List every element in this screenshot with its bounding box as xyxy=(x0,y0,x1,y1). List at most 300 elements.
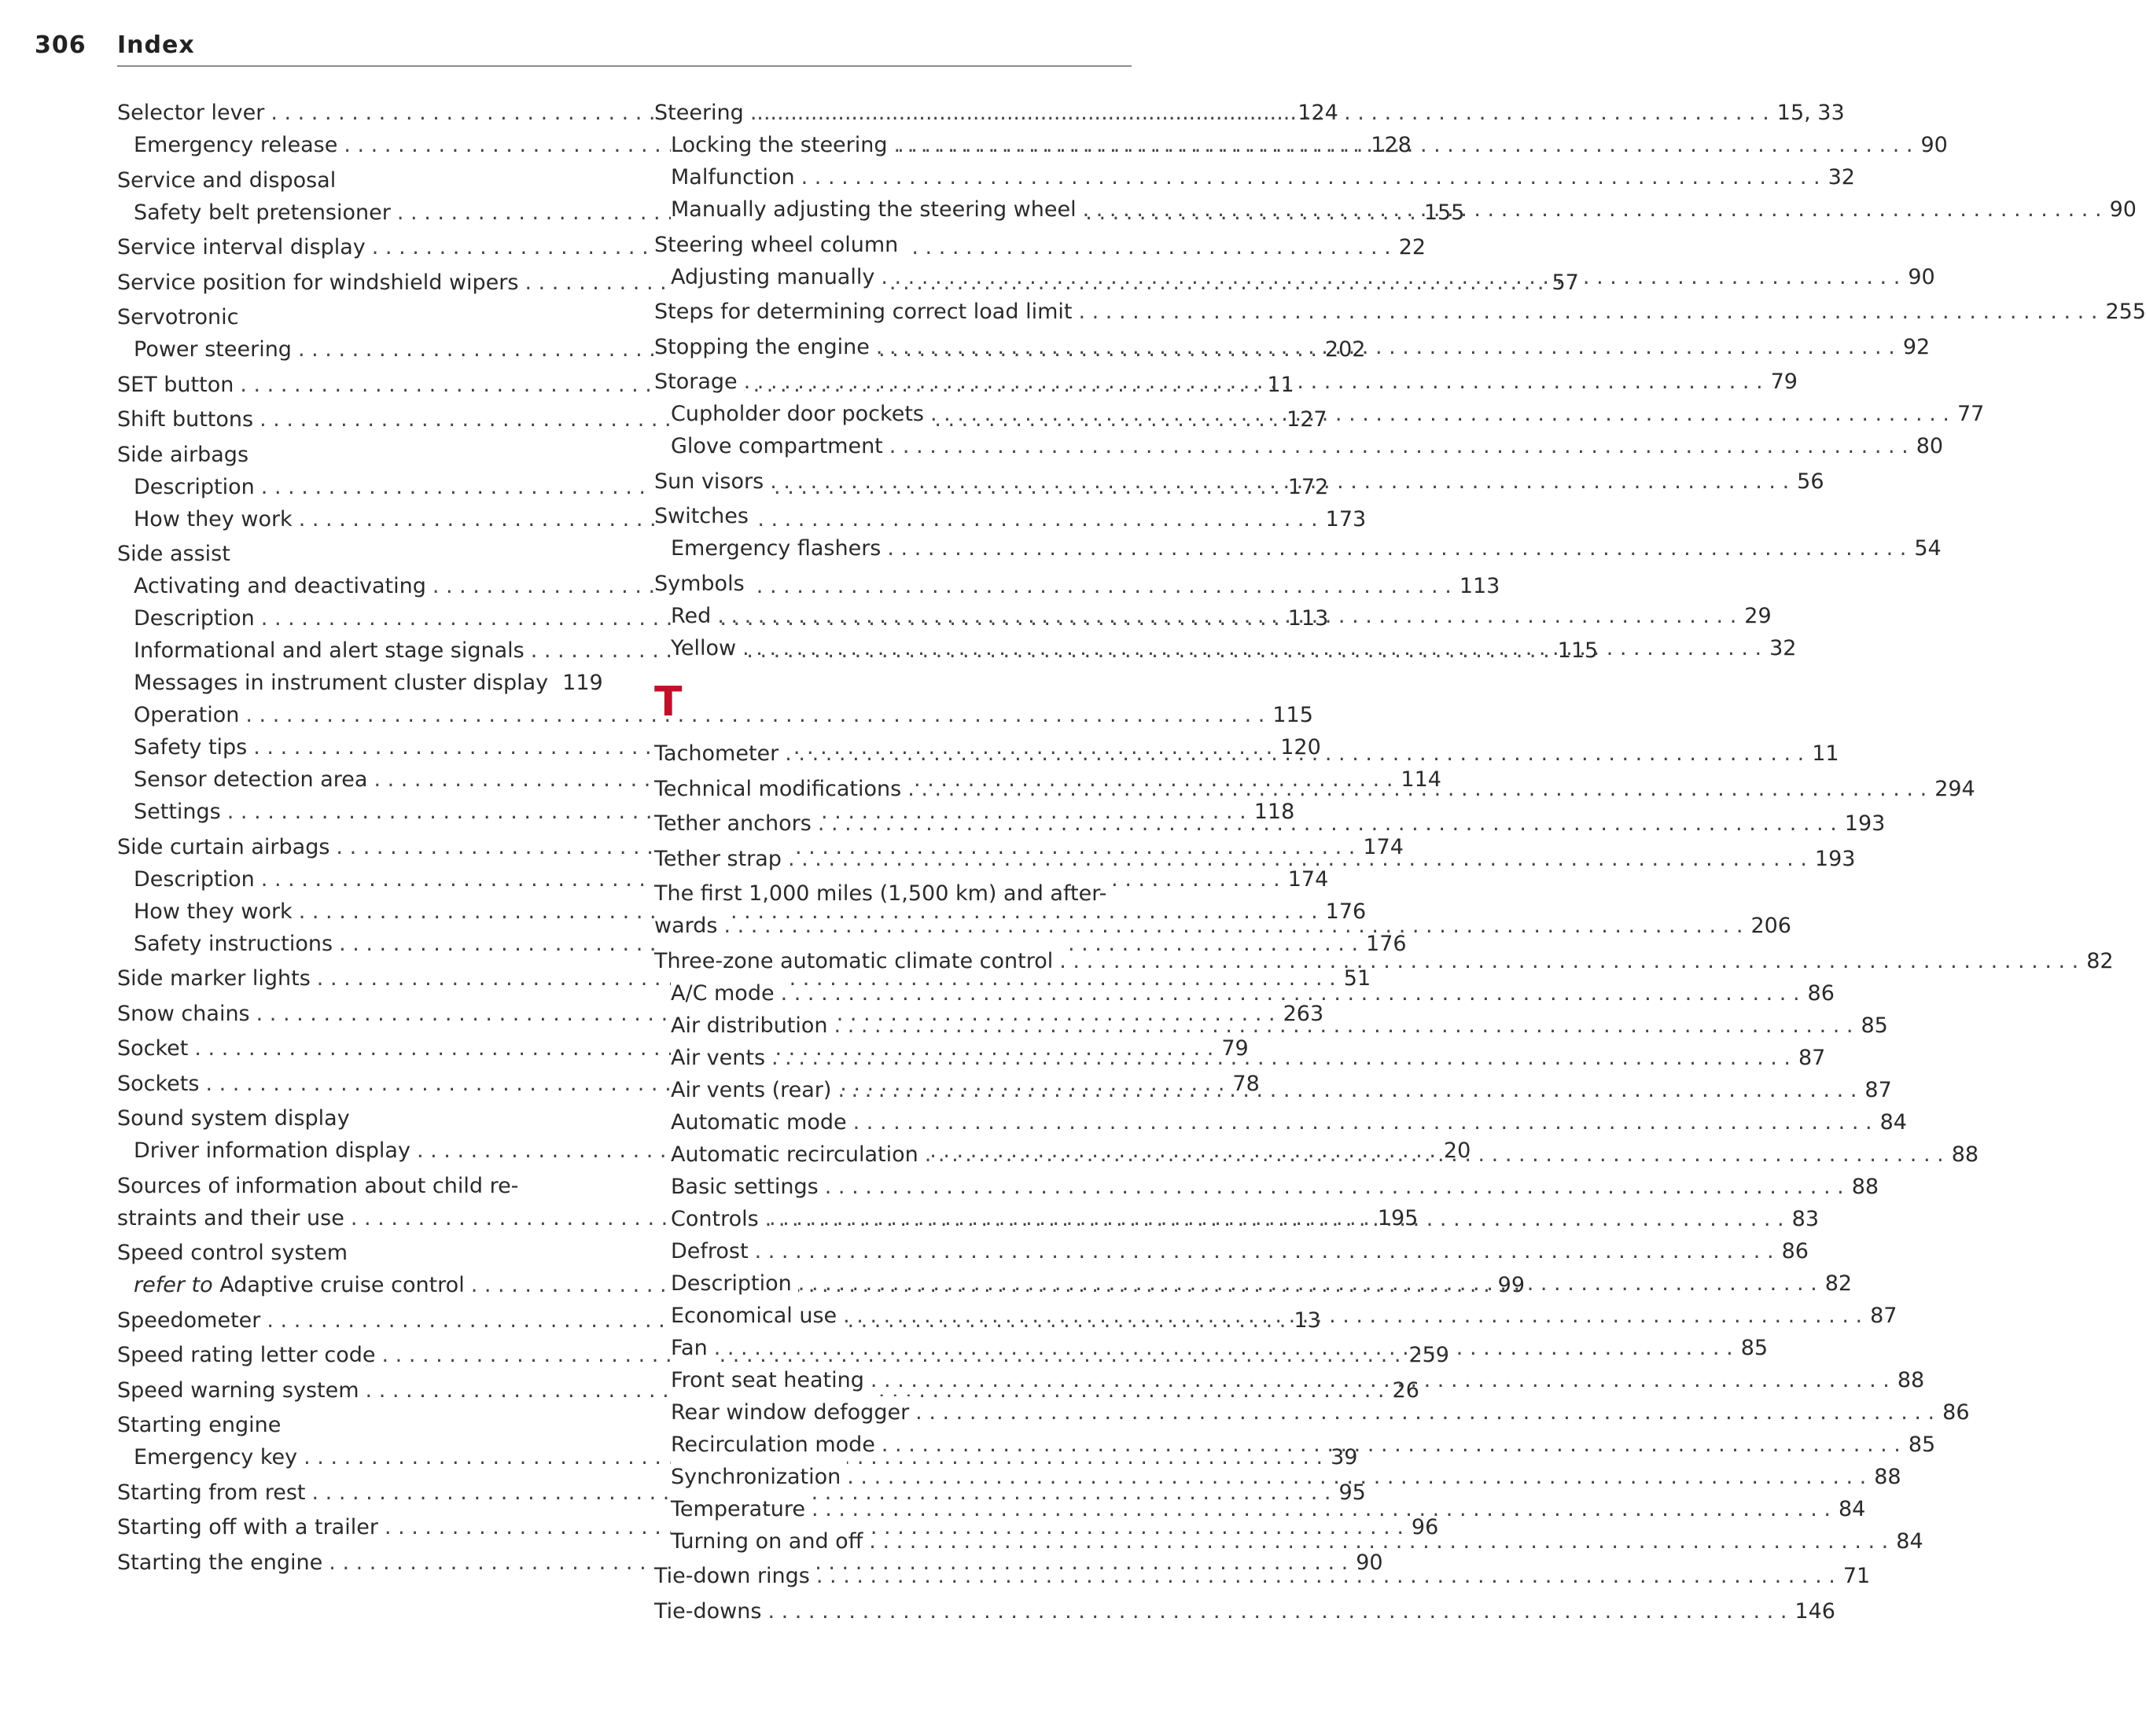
index-subentry xyxy=(654,532,1942,565)
page-reference: 57 xyxy=(1544,267,1578,299)
index-term-text: Yellow xyxy=(671,635,737,660)
dot-leader xyxy=(834,1010,1853,1042)
index-term xyxy=(654,331,876,363)
index-term xyxy=(654,229,904,261)
index-term-text: Starting the engine xyxy=(117,1550,323,1575)
index-term-text: Description xyxy=(134,474,255,499)
index-subentry xyxy=(117,667,603,699)
index-term-text: Sources of information about child re- xyxy=(117,1173,519,1198)
index-term-text: Activating and deactivating xyxy=(134,574,426,598)
index-term xyxy=(671,1461,847,1493)
dot-leader xyxy=(714,1332,1733,1364)
index-term-text: wards xyxy=(654,914,718,938)
page-reference: 90 xyxy=(1913,129,1948,161)
page-reference: 124 xyxy=(1290,97,1338,129)
index-entry xyxy=(654,296,2146,328)
index-term xyxy=(117,1032,194,1065)
index-term-text: Synchronization xyxy=(671,1464,841,1489)
page-reference: 90 xyxy=(1348,1547,1382,1579)
index-term-text: Steps for determining correct load limit xyxy=(654,300,1073,324)
index-term-text: Red xyxy=(671,603,712,628)
index-entry xyxy=(654,229,1132,261)
index-term xyxy=(671,1300,843,1332)
index-term xyxy=(654,737,785,770)
index-term-text: Locking the steering xyxy=(671,133,888,157)
index-term-text: Selector lever xyxy=(117,101,265,125)
dot-leader xyxy=(871,1364,1890,1396)
page-reference: 113 xyxy=(1452,570,1500,602)
index-term-text: How they work xyxy=(134,506,293,531)
index-entry xyxy=(117,439,595,471)
index-term-text: A/C mode xyxy=(671,980,775,1006)
dot-leader xyxy=(853,1106,1872,1138)
index-term-text: Automatic recirculation xyxy=(671,1142,918,1167)
index-term-text: Messages in instrument cluster display xyxy=(134,671,549,695)
index-entry xyxy=(654,500,1132,532)
index-term xyxy=(117,538,237,570)
page-reference: 263 xyxy=(1275,998,1324,1030)
index-term-text: Basic settings xyxy=(671,1174,819,1199)
page-reference: 11 xyxy=(1804,737,1839,770)
index-term-text: Starting engine xyxy=(117,1413,282,1437)
index-term-text: Automatic mode xyxy=(671,1109,847,1135)
index-term-text: Adjusting manually xyxy=(671,264,875,289)
index-term xyxy=(654,807,818,840)
index-term xyxy=(117,97,271,129)
index-term-text: Turning on and off xyxy=(671,1528,863,1554)
page-reference: 88 xyxy=(1866,1461,1901,1493)
index-term xyxy=(117,1547,329,1579)
index-term xyxy=(671,532,887,565)
index-term xyxy=(117,1068,205,1100)
index-section-letter: T xyxy=(654,678,683,726)
index-term-text: Tie-downs xyxy=(654,1598,762,1624)
page-reference: 195 xyxy=(1370,1202,1419,1234)
dot-leader xyxy=(767,1595,1787,1628)
index-term xyxy=(134,602,261,634)
page-reference: 11 xyxy=(1259,369,1294,401)
index-term-text: Safety belt pretensioner xyxy=(134,200,391,225)
index-term xyxy=(654,773,907,805)
index-entry xyxy=(117,1102,595,1135)
page-reference: 95 xyxy=(1331,1477,1365,1509)
page-reference: 90 xyxy=(1900,261,1934,293)
index-term-text: Manually adjusting the steering wheel xyxy=(671,197,1077,222)
dot-leader xyxy=(930,398,1949,430)
page-reference: 86 xyxy=(1934,1396,1969,1429)
page-reference: 86 xyxy=(1774,1235,1809,1267)
page-reference: 88 xyxy=(1944,1138,1979,1171)
index-term xyxy=(134,667,554,699)
index-term xyxy=(134,333,298,366)
page-reference: 82 xyxy=(2078,945,2113,977)
page-reference: 22 xyxy=(1391,231,1426,263)
page-reference: 115 xyxy=(1264,699,1313,731)
index-term xyxy=(671,1042,771,1074)
page-reference: 87 xyxy=(1791,1042,1825,1074)
index-term xyxy=(671,430,889,462)
index-subentry xyxy=(117,699,1313,731)
page-reference: 87 xyxy=(1862,1300,1897,1332)
index-term xyxy=(134,471,261,503)
dot-leader xyxy=(785,737,1804,770)
page-reference: 99 xyxy=(1490,1269,1525,1301)
index-term xyxy=(654,945,1059,977)
index-term-text: Settings xyxy=(134,800,221,824)
index-term-text: Service interval display xyxy=(117,235,366,259)
index-term xyxy=(671,1138,925,1171)
index-term xyxy=(117,439,255,471)
index-term-text: Defrost xyxy=(671,1238,749,1263)
index-term xyxy=(654,843,788,875)
index-term xyxy=(134,197,397,229)
dot-leader xyxy=(788,843,1807,875)
page-reference: 29 xyxy=(1736,600,1771,632)
index-term-text: Steering wheel column xyxy=(654,232,899,257)
dot-leader xyxy=(798,1267,1817,1300)
index-term-text: Air vents xyxy=(671,1045,766,1070)
page-reference: 114 xyxy=(1393,763,1441,796)
dot-leader xyxy=(812,1493,1831,1525)
index-term-text: Tether anchors xyxy=(654,811,812,836)
index-term-text: Speed control system xyxy=(117,1241,348,1265)
page-reference: 71 xyxy=(1835,1560,1870,1592)
index-term xyxy=(117,301,245,333)
index-term xyxy=(117,267,525,299)
dot-leader xyxy=(1078,296,2097,328)
page-reference: 128 xyxy=(1363,129,1412,161)
page-reference: 13 xyxy=(1286,1304,1320,1337)
index-term xyxy=(671,1267,798,1300)
page-reference: 172 xyxy=(1280,471,1329,503)
index-term-text: Starting off with a trailer xyxy=(117,1515,378,1539)
page-reference: 174 xyxy=(1355,831,1404,863)
index-term-text: Operation xyxy=(134,703,240,727)
index-term xyxy=(117,369,240,401)
index-term-text: Snow chains xyxy=(117,1001,250,1026)
index-term-text: Description xyxy=(134,866,255,892)
index-term xyxy=(671,1171,825,1203)
dot-leader xyxy=(818,807,1837,840)
index-term xyxy=(671,600,717,632)
page-reference: 85 xyxy=(1733,1332,1768,1364)
index-entry xyxy=(117,1237,595,1269)
dot-leader xyxy=(889,430,1909,462)
dot-leader xyxy=(750,97,1769,129)
dot-leader xyxy=(742,632,1761,664)
index-term xyxy=(654,366,744,398)
index-term-text: Power steering xyxy=(134,337,292,362)
index-subentry xyxy=(654,1171,1879,1203)
index-term xyxy=(117,1477,311,1509)
header-divider xyxy=(117,65,1132,67)
page-reference: 120 xyxy=(1272,731,1321,763)
page-reference: 79 xyxy=(1213,1032,1248,1065)
index-term xyxy=(671,1429,882,1461)
dot-leader xyxy=(887,532,1906,565)
index-term-text: Side marker lights xyxy=(117,966,311,991)
index-entry xyxy=(117,164,595,197)
page-reference: 86 xyxy=(1800,977,1835,1010)
page-reference: 173 xyxy=(1318,503,1367,535)
index-term xyxy=(671,1074,837,1106)
index-term xyxy=(117,998,256,1030)
page-reference: 206 xyxy=(1743,910,1791,942)
index-term-text: Steering xyxy=(654,101,744,125)
index-term xyxy=(117,1374,366,1407)
index-term-text: Rear window defogger xyxy=(671,1399,910,1425)
page-reference: 51 xyxy=(1336,962,1371,995)
page-reference: 84 xyxy=(1872,1106,1907,1138)
dot-leader xyxy=(825,1171,1844,1203)
index-term xyxy=(654,1595,767,1628)
dot-leader xyxy=(765,1203,1784,1235)
index-subentry xyxy=(654,161,1855,193)
index-term xyxy=(134,1441,304,1473)
index-subentry xyxy=(117,928,1407,960)
page-reference: 85 xyxy=(1901,1429,1935,1461)
index-subentry xyxy=(654,1106,1907,1138)
dot-leader xyxy=(744,366,1763,398)
index-term xyxy=(671,632,742,664)
index-term xyxy=(671,1525,869,1558)
index-term xyxy=(134,699,245,731)
index-term-text: Air distribution xyxy=(671,1013,828,1038)
page-header xyxy=(0,0,1224,71)
index-term-text: Speed warning system xyxy=(117,1377,359,1403)
dot-leader xyxy=(770,465,1789,498)
index-term-text: Speedometer xyxy=(117,1308,261,1333)
dot-leader xyxy=(771,1042,1791,1074)
index-term xyxy=(134,129,344,161)
page-reference: 26 xyxy=(1385,1374,1419,1407)
index-term xyxy=(117,231,372,263)
page-reference: 155 xyxy=(1416,197,1465,229)
page-number: 306 xyxy=(35,31,87,59)
dot-leader xyxy=(915,1396,1934,1429)
dot-leader xyxy=(843,1300,1862,1332)
page-reference: 80 xyxy=(1909,430,1943,462)
page-reference: 82 xyxy=(1817,1267,1852,1300)
index-term-text: Sound system display xyxy=(117,1106,350,1131)
page-reference: 32 xyxy=(1761,632,1796,664)
page-reference: 113 xyxy=(1280,602,1329,634)
index-term xyxy=(654,910,723,942)
dot-leader xyxy=(801,161,1820,193)
index-entry xyxy=(117,538,595,570)
index-term xyxy=(117,1511,385,1543)
index-term xyxy=(134,731,253,763)
page-reference: 176 xyxy=(1318,896,1367,928)
page-title: Index xyxy=(117,31,195,59)
index-entry xyxy=(654,945,2114,977)
index-term-text: Temperature xyxy=(671,1496,806,1521)
index-term-text: Tie-down rings xyxy=(654,1564,810,1588)
index-term-text: Side curtain airbags xyxy=(117,834,330,859)
page-reference: 88 xyxy=(1890,1364,1924,1396)
index-term-text: Symbols xyxy=(654,571,745,596)
index-term-text: Glove compartment xyxy=(671,434,883,458)
index-term-text: Economical use xyxy=(671,1303,837,1328)
dot-leader xyxy=(881,261,1900,293)
dot-leader xyxy=(882,1429,1901,1461)
index-term xyxy=(671,1396,915,1429)
index-term-text: Cupholder door pockets xyxy=(671,402,924,426)
index-term xyxy=(117,1409,287,1441)
index-term-text: SET button xyxy=(117,372,234,397)
page-reference: 90 xyxy=(2102,193,2137,226)
dot-leader xyxy=(847,1461,1866,1493)
page-reference: 259 xyxy=(1401,1339,1449,1371)
index-entry xyxy=(117,1409,595,1441)
index-term-text: Safety tips xyxy=(134,735,248,760)
page-reference: 119 xyxy=(554,667,603,699)
index-term-text: Service position for windshield wipers xyxy=(117,270,519,295)
index-term-text: Emergency flashers xyxy=(671,536,882,561)
page-reference: 193 xyxy=(1807,843,1856,875)
index-term-text: Side assist xyxy=(117,542,230,566)
index-term xyxy=(671,1010,834,1042)
index-term xyxy=(117,962,317,995)
index-subentry xyxy=(654,1493,1866,1525)
index-term xyxy=(117,1170,525,1202)
page-reference: 176 xyxy=(1358,928,1407,960)
index-term xyxy=(671,1332,714,1364)
index-term xyxy=(134,796,227,828)
index-term xyxy=(671,1364,871,1396)
index-term xyxy=(671,1235,755,1267)
page-reference: 87 xyxy=(1857,1074,1891,1106)
page-reference: 88 xyxy=(1844,1171,1879,1203)
index-entry xyxy=(654,1595,1835,1628)
page-reference: 174 xyxy=(1280,863,1329,896)
page-reference: 85 xyxy=(1853,1010,1888,1042)
page-reference: 92 xyxy=(1895,331,1930,363)
index-term-text: Side airbags xyxy=(117,442,249,467)
index-term-text: Switches xyxy=(654,504,749,528)
index-term xyxy=(134,1269,471,1301)
index-term-text: Recirculation mode xyxy=(671,1432,875,1457)
index-term xyxy=(117,1102,356,1135)
index-term xyxy=(671,1203,765,1235)
index-term xyxy=(671,161,801,193)
index-term-text: Tether strap xyxy=(654,846,782,871)
page-reference: 193 xyxy=(1837,807,1886,840)
index-subentry xyxy=(654,430,1944,462)
index-term-text: Storage xyxy=(654,370,738,394)
page-reference: 118 xyxy=(1246,796,1295,828)
dot-leader xyxy=(1059,945,2078,977)
index-term xyxy=(671,977,781,1010)
index-term xyxy=(134,503,299,535)
index-term xyxy=(654,1560,816,1592)
dot-leader xyxy=(781,977,1800,1010)
index-term-text: Safety instructions xyxy=(134,931,333,956)
dot-leader xyxy=(876,331,1895,363)
page-reference: 77 xyxy=(1949,398,1984,430)
index-term-text: Driver information display xyxy=(134,1138,410,1163)
index-term xyxy=(671,1106,853,1138)
index-entry xyxy=(117,301,595,333)
index-term xyxy=(134,896,299,928)
dot-leader xyxy=(907,773,1927,805)
page-reference: 146 xyxy=(1787,1595,1835,1628)
index-entry xyxy=(654,877,1132,910)
index-term xyxy=(671,129,894,161)
page-reference: 78 xyxy=(1224,1068,1259,1100)
index-subentry xyxy=(654,1396,1970,1429)
index-term-text: Emergency key xyxy=(134,1445,298,1469)
page-reference: 294 xyxy=(1927,773,1975,805)
index-term-text: The first 1,000 miles (1,500 km) and after- xyxy=(654,881,1107,906)
index-term xyxy=(134,763,374,796)
index-term-text: Air vents (rear) xyxy=(671,1077,832,1102)
dot-leader xyxy=(755,1235,1774,1267)
index-term-text: Tachometer xyxy=(654,741,779,766)
index-term-text: Fan xyxy=(671,1335,708,1360)
index-term xyxy=(117,1237,354,1269)
dot-leader xyxy=(717,600,1736,632)
index-term xyxy=(671,1493,812,1525)
index-term xyxy=(117,164,342,197)
index-term xyxy=(654,568,751,600)
index-term xyxy=(134,570,433,602)
index-term xyxy=(654,465,770,498)
index-term xyxy=(134,1135,417,1167)
page-reference: 84 xyxy=(1888,1525,1923,1558)
page-reference: 127 xyxy=(1279,403,1327,436)
page-reference: 20 xyxy=(1436,1135,1471,1167)
page-reference: 83 xyxy=(1784,1203,1819,1235)
index-term xyxy=(671,193,1083,226)
cross-reference-prefix: refer to xyxy=(134,1273,213,1297)
index-term-text: Shift buttons xyxy=(117,407,254,432)
index-term-text: Technical modifications xyxy=(654,776,902,801)
dot-leader xyxy=(723,910,1743,942)
page-reference: 39 xyxy=(1323,1441,1357,1473)
page-reference: 32 xyxy=(1820,161,1855,193)
index-term-text: Socket xyxy=(117,1036,189,1061)
index-term xyxy=(134,863,261,896)
index-subentry xyxy=(654,1235,1809,1267)
index-term-text: Three-zone automatic climate control xyxy=(654,948,1054,973)
index-term xyxy=(671,261,881,293)
index-term xyxy=(671,398,930,430)
index-term-text: Sensor detection area xyxy=(134,767,368,792)
index-term xyxy=(654,877,1113,910)
index-term-text: Controls xyxy=(671,1206,759,1231)
index-term-text: Sun visors xyxy=(654,469,764,494)
index-term-text: Description xyxy=(671,1271,792,1296)
page-reference: 54 xyxy=(1906,532,1941,565)
index-term xyxy=(134,634,531,667)
index-term-text: Service and disposal xyxy=(117,167,337,193)
index-term-text: Front seat heating xyxy=(671,1367,864,1392)
index-term-text: Speed rating letter code xyxy=(117,1343,376,1367)
index-term-text: Malfunction xyxy=(671,165,795,189)
dot-leader xyxy=(816,1560,1835,1592)
index-entry xyxy=(117,1170,595,1202)
index-term-text: Servotronic xyxy=(117,305,239,329)
index-term xyxy=(654,500,755,532)
page-reference: 56 xyxy=(1789,465,1824,498)
index-term xyxy=(134,928,339,960)
index-term xyxy=(117,1339,381,1371)
dot-leader xyxy=(837,1074,1857,1106)
index-term xyxy=(117,403,260,436)
page-reference: 15, 33 xyxy=(1769,97,1845,129)
dot-leader xyxy=(869,1525,1888,1558)
